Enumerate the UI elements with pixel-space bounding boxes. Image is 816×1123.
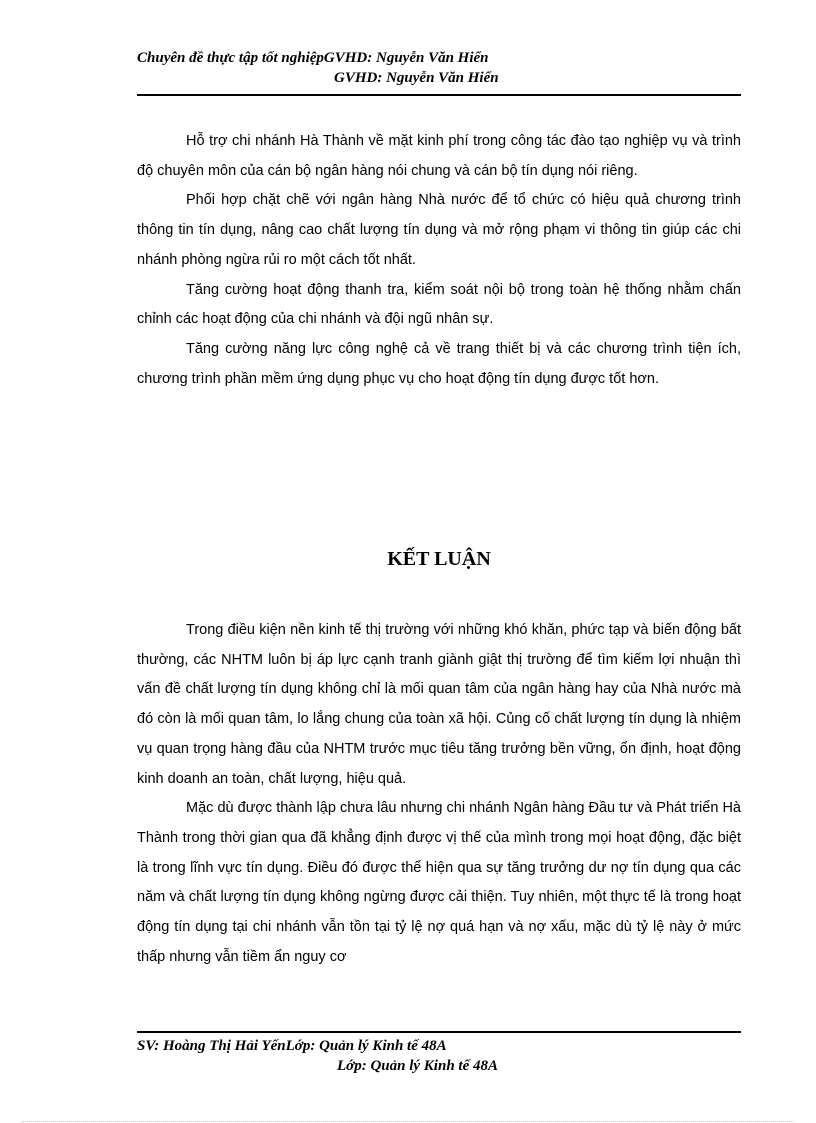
footer-student: SV: Hoàng Thị Hải YếnLớp: Quản lý Kinh tế 48A [137, 1038, 447, 1054]
section-heading: KẾT LUẬN [387, 548, 491, 570]
header-advisor: GVHD: Nguyễn Văn Hiển [334, 70, 499, 86]
header-title: Chuyên đề thực tập tốt nghiệpGVHD: Nguyễn Văn Hiển [137, 50, 489, 66]
body-section-recommendations [137, 127, 741, 394]
body-paragraph: Tăng cường hoạt động thanh tra, kiểm soát nội bộ trong toàn hệ thống nhằm chấn chỉnh các hoạt động của chi nhánh và đội ngũ nhân sự. [137, 281, 741, 328]
footer-class: Lớp: Quản lý Kinh tế 48A [337, 1058, 498, 1074]
body-paragraph: Hỗ trợ chi nhánh Hà Thành về mặt kinh phí trong công tác đào tạo nghiệp vụ và trình độ chuyên môn của cán bộ ngân hàng nói chung và cán bộ tín dụng nói riêng. [137, 133, 741, 179]
body-paragraph: Phối hợp chặt chẽ với ngân hàng Nhà nước để tổ chức có hiệu quả chương trình thông tin tín dụng, nâng cao chất lượng tín dụng và mở rộng phạm vi thông tin giúp các chi nhánh phòng ngừa rủi ro một cách tốt nhất. [137, 192, 741, 268]
body-paragraph: Tăng cường năng lực công nghệ cả về trang thiết bị và các chương trình tiện ích, chương trình phần mềm ứng dụng phục vụ cho hoạt động tín dụng được tốt hơn. [137, 340, 741, 387]
body-paragraph: Mặc dù được thành lập chưa lâu nhưng chi nhánh Ngân hàng Đầu tư và Phát triển Hà Thành trong thời gian qua đã khẳng định được vị thế của mình trong mọi hoạt động, đặc biệt là trong lĩnh vực tín dụng. Điều đó được thể hiện qua sự tăng trưởng dư nợ tín dụng qua các năm và chất lượng tín dụng không ngừng được cải thiện. Tuy nhiên, một thực tế là trong hoạt động tín dụng tại chi nhánh vẫn tồn tại tỷ lệ nợ quá hạn và nợ xấu, mặc dù tỷ lệ này ở mức thấp nhưng vẫn tiềm ẩn nguy cơ [137, 800, 741, 965]
page-header [137, 48, 741, 96]
page-edge-divider [22, 1121, 794, 1122]
body-section-conclusion [137, 616, 741, 972]
body-paragraph: Trong điều kiện nền kinh tế thị trường với những khó khăn, phức tạp và biến động bất thường, các NHTM luôn bị áp lực cạnh tranh giành giật thị trường để tìm kiếm lợi nhuận thì vấn đề chất lượng tín dụng không chỉ là mối quan tâm của ngân hàng hay của Nhà nước mà đó còn là mối quan tâm, lo lắng chung của toàn xã hội. Củng cố chất lượng tín dụng là nhiệm vụ quan trọng hàng đầu của NHTM trước mục tiêu tăng trưởng bền vững, ổn định, hoạt động kinh doanh an toàn, chất lượng, hiệu quả. [137, 622, 741, 787]
page-footer [137, 1031, 741, 1079]
